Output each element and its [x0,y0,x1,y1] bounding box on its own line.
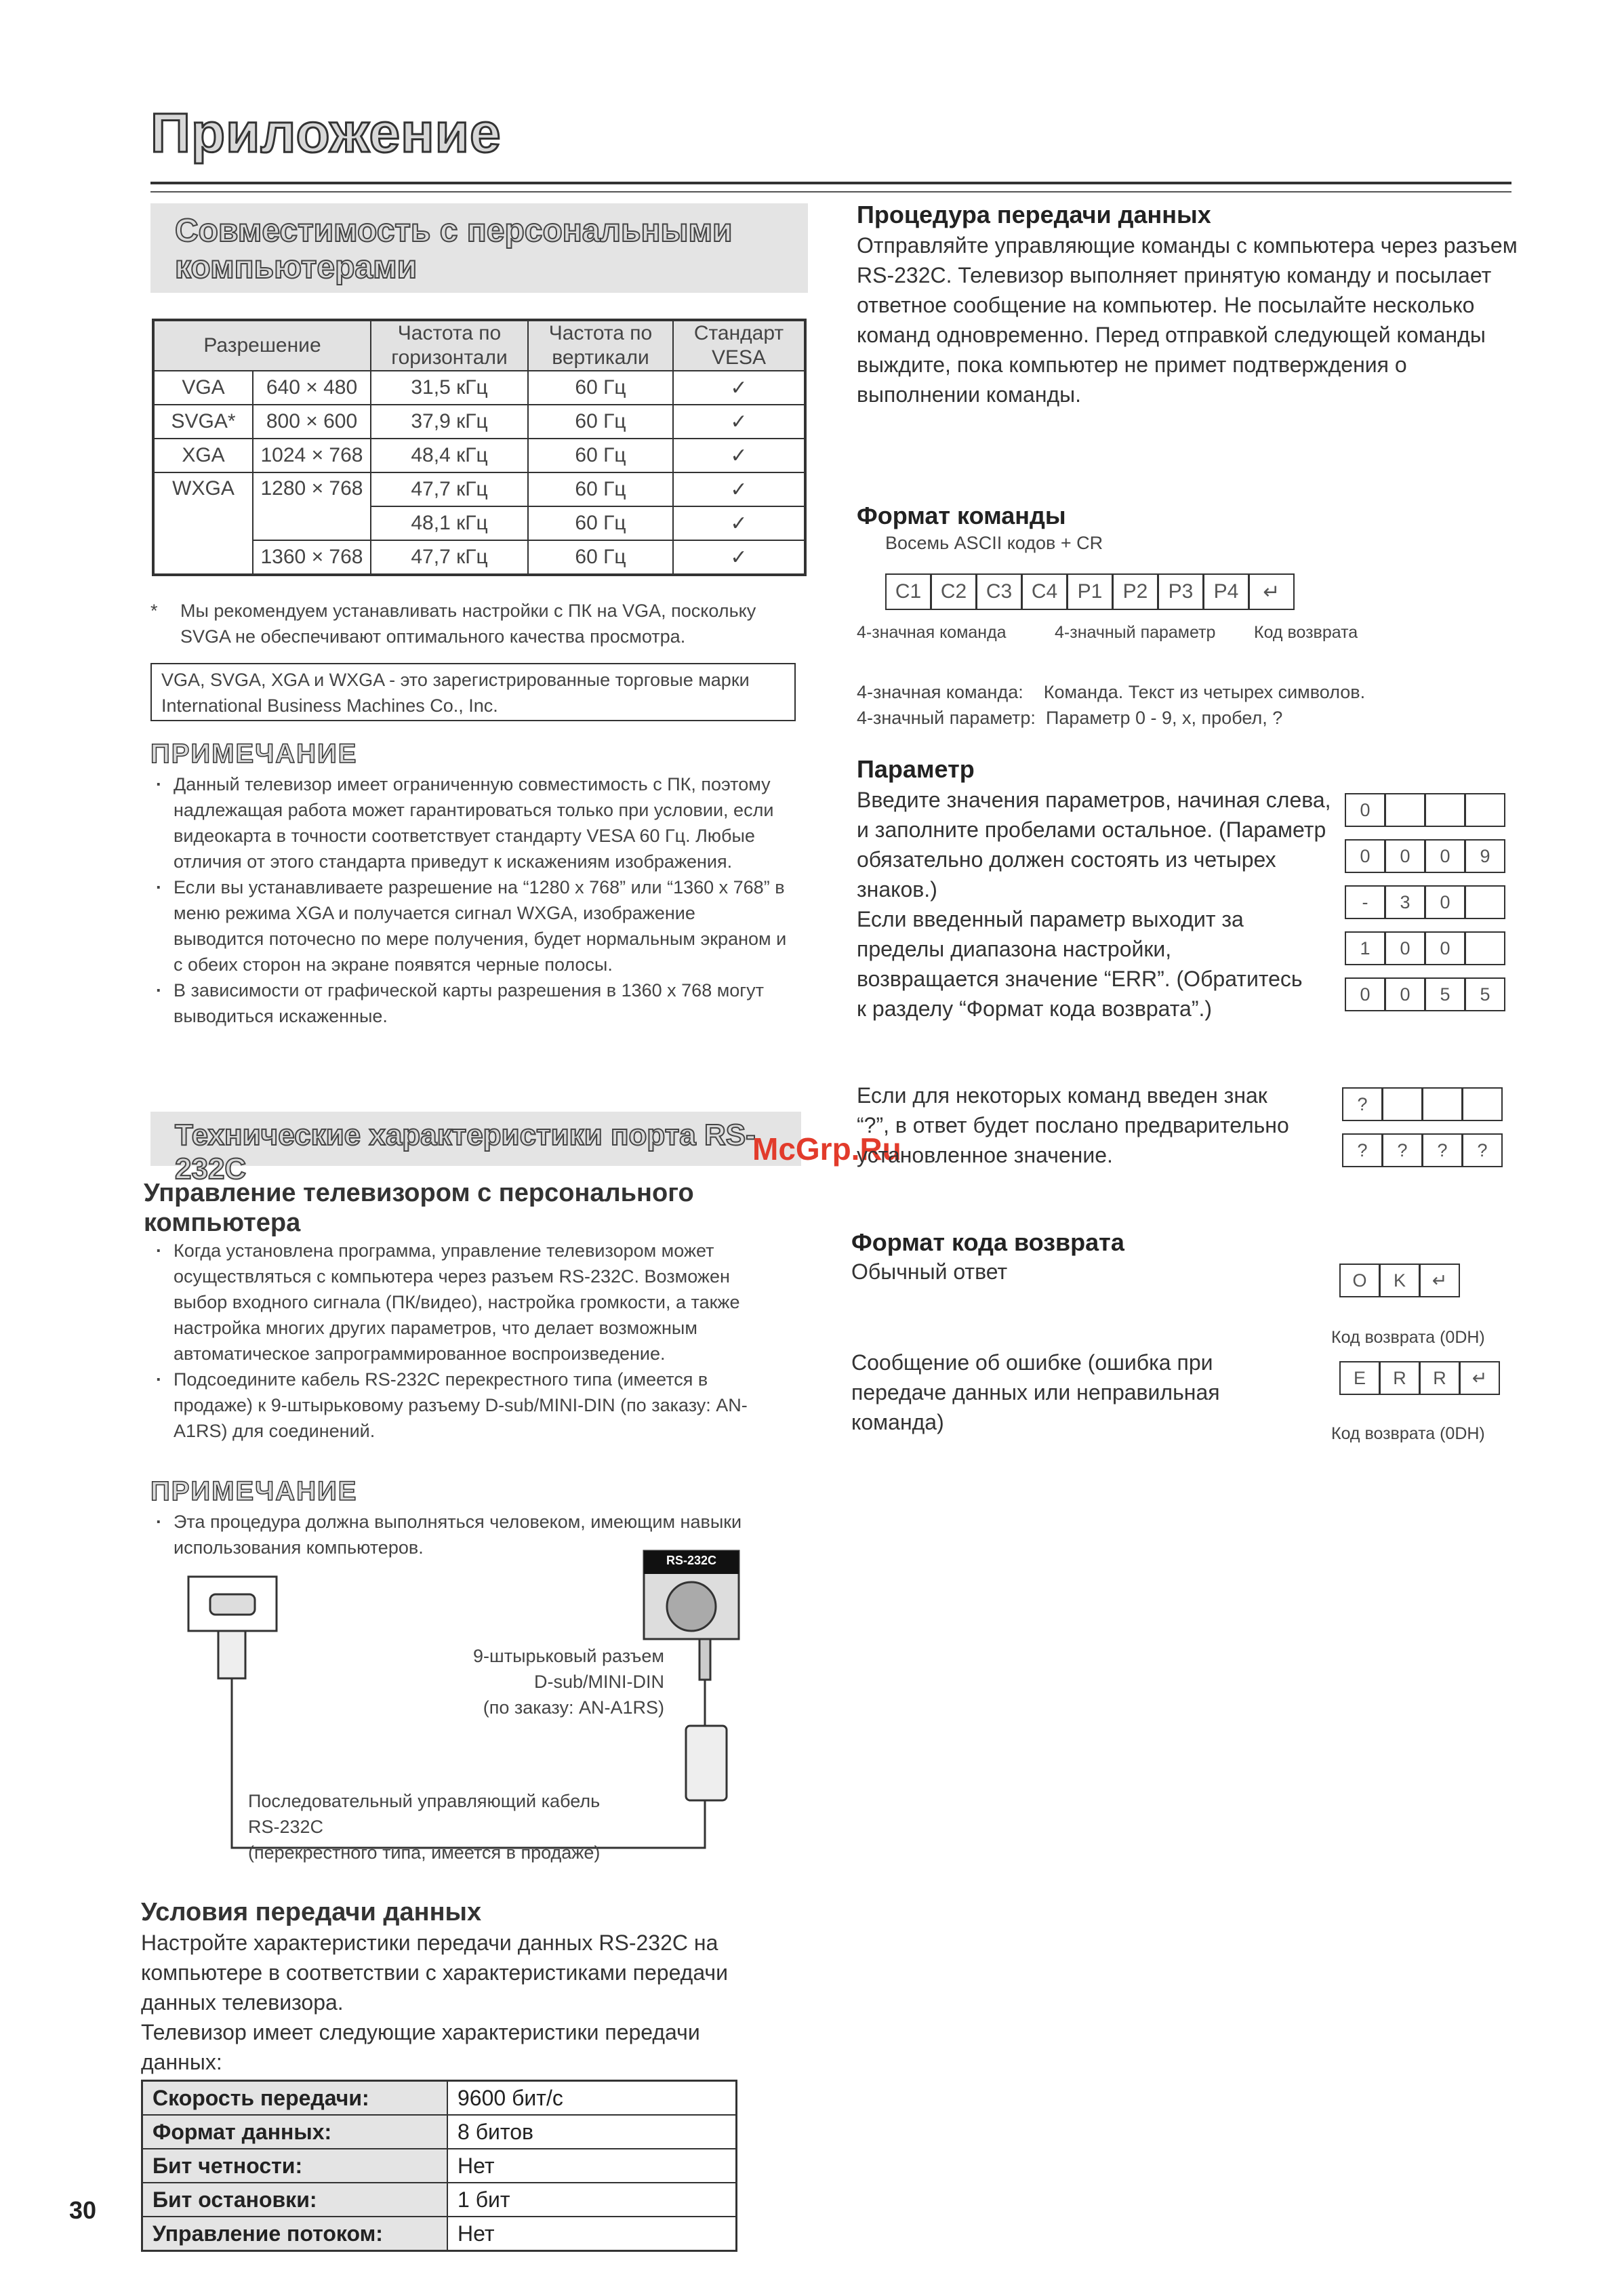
param-char: 9 [1465,839,1505,873]
question-examples [1342,1087,1503,1167]
vesa-check: ✓ [673,439,805,472]
return-label: Код возврата [1254,623,1358,642]
cmd-def-value: Команда. Текст из четырех символов. [1043,682,1366,702]
table-row [142,2081,737,2116]
list-item: · Если вы устанавливаете разрешение на “1280 x 768” или “1360 x 768” в меню режима XGA и получается сигнал WXGA, изображение выводится поточесно по мере получения, будет нормальным экраном и с обеих сторон на экране появятся черные полосы. [150,874,788,977]
cmd-cell: C2 [931,573,977,610]
compat-heading [150,203,808,293]
param-char: 0 [1425,885,1465,919]
list-item: · Подсоедините кабель RS-232C перекрестного типа (имеется в продаже) к 9-штырьковому разъему D-sub/MINI-DIN (по заказу: AN-A1RS) для соединений. [150,1367,788,1444]
return-key-icon: ↵ [1420,1264,1460,1297]
table-row [142,2115,737,2149]
compat-table [152,319,807,576]
parameter-text-2: Если введенный параметр выходит за пределы диапазона настройки, возвращается значение “ERR”. (Обратитесь к разделу “Формат кода возврата”.) [857,907,1303,1021]
conditions-text-1: Настройте характеристики передачи данных RS-232C на компьютере в соответствии с характеристиками передачи данных телевизора. [141,1931,728,2015]
param-char: ? [1463,1133,1503,1167]
compat-heading-line1: Совместимость с персональными [175,213,733,249]
param-value: Нет [447,2149,737,2183]
hfreq-cell: 48,4 кГц [371,439,528,472]
param-value: 9600 бит/с [447,2081,737,2116]
procedure-heading: Процедура передачи данных [857,201,1211,228]
return-key-icon: ↵ [1460,1361,1500,1395]
param-name: Бит четности: [142,2149,448,2183]
param-char [1383,1087,1423,1121]
trademark-box: VGA, SVGA, XGA и WXGA - это зарегистрированные торговые марки International Business Machines Co., Inc. [150,663,796,721]
param-example-row [1342,1133,1503,1167]
param-def-key: 4-значный параметр: [857,708,1036,728]
compat-header-row [153,320,805,371]
param-cell: P1 [1068,573,1113,610]
list-item: · В зависимости от графической карты разрешения в 1360 x 768 могут выводиться искаженные. [150,977,788,1029]
note2-heading: ПРИМЕЧАНИЕ [150,1476,358,1506]
parameter-examples [1345,793,1505,1011]
param-char: 0 [1385,931,1425,965]
list-item: · Данный телевизор имеет ограниченную совместимость с ПК, поэтому надлежащая работа может гарантироваться только при условии, если видеокарта в точности соответствует стандарту VESA 60 Гц. Любые отличия от этого стандарта приведут к искажениям изображения. [150,771,788,874]
connector-label-1: 9-штырьковый разъем [473,1646,664,1666]
cmd-format-subtitle: Восемь ASCII кодов + CR [885,533,1103,553]
mini-din-port-icon [667,1582,716,1631]
param-char: 0 [1345,793,1385,827]
param-char: ? [1342,1133,1383,1167]
compat-heading-line2: компьютерами [175,249,418,285]
cmd-cell: C3 [977,573,1022,610]
param-example-row [1345,839,1505,873]
table-row [153,439,805,472]
connector-label [407,1643,664,1720]
vfreq-cell: 60 Гц [528,506,673,540]
param-def-value: Параметр 0 - 9, x, пробел, ? [1045,708,1283,728]
dsub-port-icon [210,1594,255,1615]
cmd-format-heading: Формат команды [857,502,1066,529]
reply-char: E [1339,1361,1380,1395]
ctrl-list [150,1238,788,1444]
hfreq-cell: 47,7 кГц [371,540,528,575]
normal-reply-cells [1339,1264,1460,1297]
pc-plug-icon [218,1631,245,1678]
param-value: Нет [447,2217,737,2251]
param-value: 8 битов [447,2115,737,2149]
footnote-text: Мы рекомендуем устанавливать настройки с ПК на VGA, поскольку SVGA не обеспечивают оптимального качества просмотра. [180,601,756,647]
reply-char: R [1380,1361,1420,1395]
table-row [142,2183,737,2217]
cable-label-2: RS-232C [248,1817,324,1837]
error-reply-label: Сообщение об ошибке (ошибка при передаче данных или неправильная команда) [851,1350,1220,1434]
cmd-format-cells [885,573,1295,610]
ctrl-heading: Управление телевизором с персонального компьютера [144,1179,694,1237]
param-char [1465,931,1505,965]
cmd-def-key: 4-значная команда: [857,682,1023,702]
res-cell: 1280 × 768 [253,472,371,540]
note1-list [150,771,788,1029]
title-rule [150,182,1511,193]
cable-label-1: Последовательный управляющий кабель [248,1791,601,1811]
connector-label-3: (по заказу: AN-A1RS) [483,1697,664,1718]
param-char [1465,793,1505,827]
vfreq-cell: 60 Гц [528,439,673,472]
param-name: Скорость передачи: [142,2081,448,2116]
param-char [1425,793,1465,827]
table-row [142,2149,737,2183]
mode-cell: VGA [153,371,253,405]
param-value: 1 бит [447,2183,737,2217]
param-cell: P3 [1158,573,1204,610]
param-char: ? [1342,1087,1383,1121]
col-vfreq: Частота по вертикали [528,320,673,371]
param-char: - [1345,885,1385,919]
rs232-heading: Технические характеристики порта RS-232C [150,1112,801,1166]
return-key-icon: ↵ [1249,573,1295,610]
param-name: Управление потоком: [142,2217,448,2251]
vfreq-cell: 60 Гц [528,472,673,506]
transfer-table [141,2080,737,2252]
cable-label [248,1788,668,1865]
normal-reply-caption: Код возврата (0DH) [1331,1328,1485,1347]
cmd-def [857,679,1521,731]
vesa-check: ✓ [673,472,805,506]
vesa-check: ✓ [673,506,805,540]
reply-char: R [1420,1361,1460,1395]
col-vesa: Стандарт VESA [673,320,805,371]
param-char [1465,885,1505,919]
param-label: 4-значный параметр [1055,623,1216,642]
list-item: · Эта процедура должна выполняться человеком, имеющим навыки использования компьютеров. [150,1509,788,1560]
cable-label-3: (перекрестного типа, имеется в продаже) [248,1842,601,1863]
param-example-row [1342,1087,1503,1121]
param-char: 5 [1465,977,1505,1011]
res-cell: 1360 × 768 [253,540,371,575]
footnote-mark: * [150,601,158,621]
param-example-row [1345,885,1505,919]
param-char [1385,793,1425,827]
param-cell: P4 [1204,573,1249,610]
param-name: Бит остановки: [142,2183,448,2217]
table-row [153,371,805,405]
param-char: 0 [1345,977,1385,1011]
mode-cell: WXGA [153,472,253,575]
parameter-text-3: Если для некоторых команд введен знак “?”, в ответ будет послано предварительно установленное значение. [857,1083,1289,1167]
compat-footnote [150,598,801,649]
param-char: 0 [1425,839,1465,873]
mini-din-plug-icon [699,1639,710,1680]
param-example-row [1345,977,1505,1011]
vfreq-cell: 60 Гц [528,540,673,575]
param-char: 0 [1345,839,1385,873]
param-char: 0 [1425,931,1465,965]
error-reply-cells [1339,1361,1500,1395]
res-cell: 1024 × 768 [253,439,371,472]
param-example-row [1345,793,1505,827]
page-title: Приложение [150,102,502,164]
col-hfreq: Частота по горизонтали [371,320,528,371]
normal-reply-label: Обычный ответ [851,1259,1008,1284]
cmd-cell: C1 [885,573,931,610]
res-cell: 800 × 600 [253,405,371,439]
watermark: McGrp.Ru [752,1131,901,1167]
conditions-heading: Условия передачи данных [141,1898,482,1926]
param-char [1423,1087,1463,1121]
connector-label-2: D-sub/MINI-DIN [533,1672,664,1692]
vesa-check: ✓ [673,540,805,575]
reply-char: O [1339,1264,1380,1297]
parameter-text-1: Введите значения параметров, начиная слева, и заполните пробелами остальное. (Параметр обязательно должен состоять из четырех знаков.) [857,788,1331,902]
mode-cell: SVGA* [153,405,253,439]
vesa-check: ✓ [673,371,805,405]
mode-cell: XGA [153,439,253,472]
vfreq-cell: 60 Гц [528,371,673,405]
param-char: 1 [1345,931,1385,965]
param-char: ? [1423,1133,1463,1167]
list-item: · Когда установлена программа, управление телевизором может осуществляться с компьютера через разъем RS-232C. Возможен выбор входного сигнала (ПК/видео), настройка громкости, а также настройка многих других параметров, что делает возможным автоматическое запрограммированное воспроизведение. [150,1238,788,1367]
page-number: 30 [69,2196,97,2224]
table-row [153,405,805,439]
hfreq-cell: 47,7 кГц [371,472,528,506]
param-char: 0 [1385,977,1425,1011]
vesa-check: ✓ [673,405,805,439]
adapter-plug-icon [686,1726,727,1800]
param-char: ? [1383,1133,1423,1167]
res-cell: 640 × 480 [253,371,371,405]
param-char: 3 [1385,885,1425,919]
col-resolution: Разрешение [153,320,371,371]
tv-port-label: RS-232C [666,1554,717,1567]
vfreq-cell: 60 Гц [528,405,673,439]
note1-heading: ПРИМЕЧАНИЕ [150,739,358,769]
param-name: Формат данных: [142,2115,448,2149]
param-char [1463,1087,1503,1121]
param-cell: P2 [1113,573,1158,610]
hfreq-cell: 31,5 кГц [371,371,528,405]
conditions-text-2: Телевизор имеет следующие характеристики передачи данных: [141,2020,700,2074]
table-row [153,472,805,506]
return-code-heading: Формат кода возврата [851,1228,1124,1256]
table-row [142,2217,737,2251]
param-char: 0 [1385,839,1425,873]
cmd-label: 4-значная команда [857,623,1007,642]
hfreq-cell: 48,1 кГц [371,506,528,540]
param-example-row [1345,931,1505,965]
parameter-heading: Параметр [857,755,975,783]
param-char: 5 [1425,977,1465,1011]
hfreq-cell: 37,9 кГц [371,405,528,439]
procedure-text: Отправляйте управляющие команды с компьютера через разъем RS-232C. Телевизор выполняет принятую команду и посылает ответное сообщение на компьютер. Не посылайте несколько команд одновременно. Перед отправкой следующей команды выждите, пока компьютер не примет подтверждения о выполнении команды. [857,233,1518,407]
error-reply-caption: Код возврата (0DH) [1331,1424,1485,1443]
reply-char: K [1380,1264,1420,1297]
cmd-cell: C4 [1022,573,1068,610]
